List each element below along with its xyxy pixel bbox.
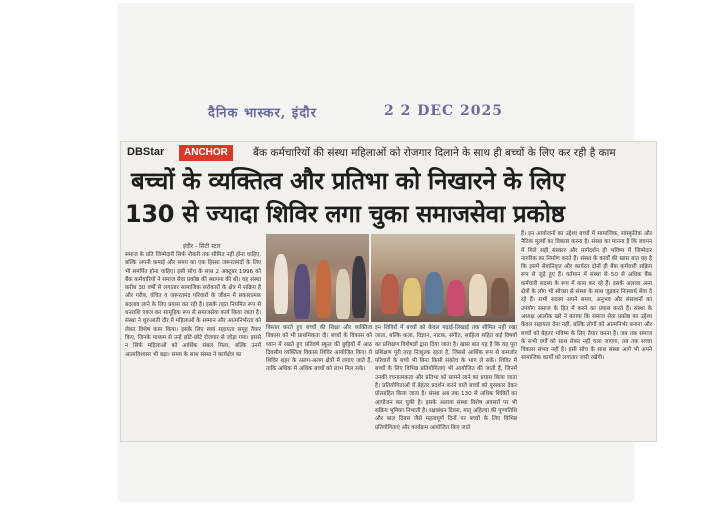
section-badge: ANCHOR (179, 145, 233, 161)
article-column-2: विस्तार करते हुए बच्चों की शिक्षा और व्यक्तित्व विकास को भी प्राथमिकता दी। बच्चों के विकास को ध्यान में रखते हुए प्रतिवर्ष स्कूल की छुट्टियों में आठ दिवसीय व्यक्तित्व विकास शिविर आयोजित किए। ये शिविर शहर के अलग-अलग क्षेत्रों में लगाए जाते हैं, ताकि अधिक से अधिक बच्चों को लाभ मिल सके। (266, 325, 372, 373)
article-column-3: इन शिविरों में बच्चों को केवल पढ़ाई-लिखाई तक सीमित नहीं रखा जाता, बल्कि कला, विज्ञान, नाटक, संगीत, साहित्य सहित कई विषयों का प्रशिक्षण विशेषज्ञों द्वारा दिया जाता है। खास बात यह है कि यह पूरा प्रशिक्षण पूरी तरह निःशुल्क रहता है, जिससे आर्थिक रूप से कमजोर परिवारों के बच्चे भी बिना किसी संकोच के भाग ले सकें। शिविर में बच्चों के लिए विभिन्न प्रतियोगिताएं भी आयोजित की जाती हैं, जिनमें उनकी रचनात्मकता और प्रतिभा को सामने लाने का प्रयास किया जाता है। प्रतियोगिताओं में बेहतर प्रदर्शन करने वाले बच्चों को पुरस्कार देकर प्रोत्साहित किया जाता है। संस्था अब तक 130 से अधिक शिविरों का आयोजन कर चुकी है। इसके अलावा संस्था विशेष अवसरों पर भी सक्रिय भूमिका निभाती है। रक्षाबंधन दिवस, मातृ अहिल्या की पुण्यतिथि और बाल दिवस जैसे महत्वपूर्ण दिनों पर बच्चों के लिए विभिन्न प्रतियोगिताएं और कार्यक्रम आयोजित किए जाते (375, 325, 517, 431)
kicker-text: बैंक कर्मचारियों की संस्था महिलाओं को रोजगार दिलाने के साथ ही बच्चों के लिए कर रही है काम (253, 147, 616, 159)
news-clipping (120, 141, 657, 442)
kicker-bar (121, 145, 656, 162)
article-column-4: हैं। इन आयोजनों का उद्देश्य बच्चों में सामाजिक, सांस्कृतिक और नैतिक मूल्यों का विकास करना है। संस्था का मानना है कि बचपन में मिले सही संस्कार और मार्गदर्शन ही भविष्य में जिम्मेदार नागरिक का निर्माण करते हैं। संस्था के कार्यों की खास बात यह है कि इसमें सेवानिवृत्त और कार्यरत दोनों ही बैंक कर्मचारी सक्रिय रूप से जुड़े हुए हैं। वर्तमान में संस्था से 50 से अधिक बैंक कर्मचारी सदस्य के रूप में काम कर रहे हैं। इसके अलावा अन्य क्षेत्रों के लोग भी स्वेच्छा से संस्था के साथ जुड़कर निःस्वार्थ सेवा दे रहे हैं। सभी सदस्य अपने समय, अनुभव और संसाधनों का उपयोग समाज के हित में करने का प्रयास करते हैं। संस्था के अध्यक्ष आलोक खरे ने बताया कि समाज सेवा प्रकोष्ठ का उद्देश्य केवल सहायता देना नहीं, बल्कि लोगों को आत्मनिर्भर बनाना और बच्चों को बेहतर भविष्य के लिए तैयार करना है। जब तक समाज के सभी वर्गों को साथ लेकर नहीं चला जाएगा, तब तक सच्चा विकास संभव नहीं है। इसी सोच के साथ संस्था आगे भी अपने सामाजिक कार्यों को लगातार जारी रखेगी। (521, 231, 652, 362)
photo-children-with-teacher (266, 234, 369, 322)
headline-line-2: 130 से ज्यादा शिविर लगा चुका समाजसेवा प्रकोष्ठ (125, 200, 565, 228)
brand-label: DBStar (127, 146, 165, 158)
headline-line-1: बच्चों के व्यक्तित्व और प्रतिभा को निखारने के लिए (131, 167, 565, 195)
article-column-1: समाज के प्रति जिम्मेदारी सिर्फ नौकरी तक सीमित नहीं होना चाहिए, बल्कि अपनी कमाई और समय का एक हिस्सा जरूरतमंदों के लिए भी समर्पित होना चाहिए। इसी सोच के साथ 2 अक्टूबर 1996 को बैंक कर्मचारियों ने समाज सेवा प्रकोष्ठ की स्थापना की थी। यह संस्था करीब 30 वर्षों से लगातार सामाजिक सरोकारों के क्षेत्र में सक्रिय है और गरीब, वंचित व जरूरतमंद परिवारों के जीवन में सकारात्मक बदलाव लाने के लिए प्रयास कर रही है। इसके तहत नियमित रूप से धनराशि एकत्र कर सामूहिक रूप से समाजसेवा कार्य किया जाता है। संस्था ने शुरुआती दौर में महिलाओं के सम्मान और आत्मनिर्भरता को लेकर विशेष काम किया। इसके लिए स्वयं सहायता समूह तैयार किए, जिनके माध्यम से उन्हें छोटे-छोटे रोजगार से जोड़ा गया। इससे न सिर्फ महिलाओं को आर्थिक संबल मिला, बल्कि उनमें आत्मविश्वास भी बढ़ा। समय के साथ संस्था ने कार्यक्षेत्र का (125, 252, 261, 358)
publication-stamp: दैनिक भास्कर, इंदौर (208, 106, 317, 121)
date-stamp: 2 2 DEC 2025 (384, 103, 504, 119)
photo-children-in-class (371, 234, 515, 322)
byline: इंदौर - सिटी स्टार (183, 243, 221, 250)
